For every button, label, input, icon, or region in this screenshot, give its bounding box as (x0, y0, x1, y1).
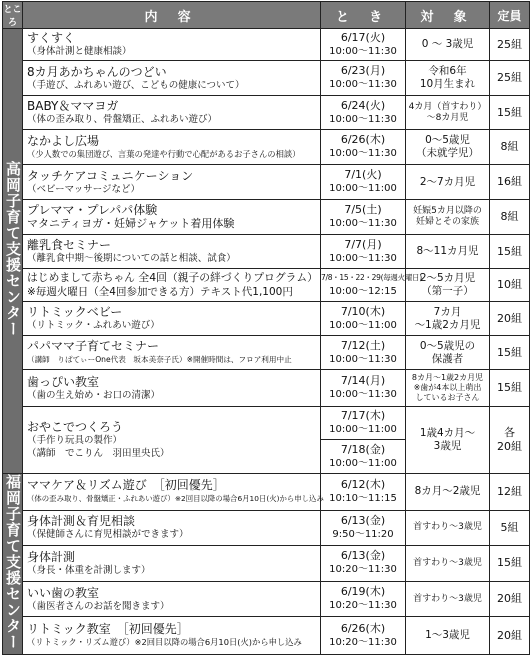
event-title: 歯っぴい教室 (27, 374, 100, 389)
table-row (3, 29, 530, 61)
event-target: 4カ月（首すわり） ～8カ月児 (406, 96, 490, 130)
event-capacity: 15組 (490, 370, 530, 407)
event-title: 離乳食セミナー (27, 238, 112, 252)
header-content: 内 容 (23, 2, 321, 29)
event-date: 7/5(土) (344, 203, 382, 216)
event-target: 7カ月 ～1歳2カ月児 (406, 302, 490, 336)
event-target: 令和6年 10月生まれ (406, 61, 490, 96)
event-time: 10:00～11:30 (329, 113, 397, 125)
event-date: 7/1(火) (344, 168, 382, 181)
event-target: 首すわり～3歳児 (406, 510, 490, 546)
table-row (3, 130, 530, 165)
event-title: リトミックベビー (27, 305, 123, 319)
table-row (3, 617, 530, 655)
event-date: 7/14(月) (340, 374, 386, 387)
table-row (3, 546, 530, 582)
event-date: 6/26(木) (340, 133, 386, 146)
event-time: 10:00～11:30 (329, 389, 397, 400)
event-desc: （離乳食中期～後期についての話と相談、試食） (27, 253, 236, 264)
section-fukuoka: 福岡子育て支援センター (3, 474, 23, 655)
table-row (3, 96, 530, 130)
event-capacity: 15組 (490, 96, 530, 130)
event-time: 10:20～11:30 (329, 600, 397, 612)
table-row (3, 235, 530, 269)
event-desc: （リトミック・ふれあい遊び） (27, 320, 160, 331)
event-time: 10:00～11:00 (329, 457, 397, 469)
event-capacity: 20組 (490, 617, 530, 655)
table-row (3, 302, 530, 336)
event-target: 2～5カ月児 （第一子） (406, 269, 490, 302)
event-date: 7/17(木) (340, 409, 386, 422)
event-time: 10:00～11:00 (329, 183, 397, 194)
event-desc: （身体計測と健康相談） (27, 46, 132, 57)
table-row (3, 269, 530, 302)
event-title: いい歯の教室 (27, 585, 100, 600)
event-capacity: 25組 (490, 61, 530, 96)
event-capacity: 15組 (490, 336, 530, 370)
event-time: 10:00～11:30 (329, 252, 397, 264)
event-date: 6/19(木) (340, 585, 386, 599)
schedule-table (2, 1, 530, 655)
event-target: 1歳4カ月～ 3歳児 (406, 407, 490, 474)
event-capacity: 15組 (490, 546, 530, 582)
event-target: 2～7カ月児 (406, 165, 490, 200)
event-time: 10:00～11:30 (329, 218, 397, 229)
event-title: 身体計測＆育児相談 (27, 514, 136, 529)
table-row (3, 200, 530, 235)
event-capacity: 各 20組 (490, 407, 530, 474)
event-time: 10:00～11:30 (329, 45, 397, 57)
event-target: 0～5歳児の 保護者 (406, 336, 490, 370)
event-time: 10:00～11:30 (329, 79, 397, 90)
event-date: 7/18(金) (340, 442, 386, 456)
event-date: 6/17(火) (340, 30, 386, 44)
event-target: 首すわり～3歳児 (406, 546, 490, 582)
event-desc: ※毎週火曜日（全4回参加できる方）テキスト代1,100円 (27, 286, 293, 298)
event-capacity: 5組 (490, 510, 530, 546)
event-title: パパママ子育てセミナー (27, 339, 160, 353)
event-target: 妊娠5カ月以降の 妊婦とその家族 (406, 200, 490, 235)
event-date: 6/23(月) (340, 64, 386, 77)
table-row (3, 581, 530, 617)
event-date: 6/26(木) (340, 621, 386, 635)
event-date: 7/7(月) (344, 237, 382, 251)
event-date: 6/12(木) (340, 477, 386, 491)
table-row (3, 370, 530, 407)
event-title: 身体計測 (27, 549, 76, 564)
event-date: 7/10(木) (340, 304, 386, 318)
event-desc: （手作り玩具の製作） (27, 435, 123, 446)
event-time: 10:00～11:30 (329, 148, 397, 159)
event-title: BABY＆ママヨガ (27, 99, 119, 113)
event-time: 10:00～11:30 (329, 353, 397, 365)
event-title: おやこでつくろう (27, 420, 124, 434)
event-title: はじめまして赤ちゃん 全4回（親子の絆づくりプログラム） (27, 271, 318, 284)
table-row (3, 165, 530, 200)
event-title: ママケア＆リズム遊び ［初回優先］ (27, 478, 225, 493)
event-capacity: 12組 (490, 474, 530, 511)
event-date: 7/12(土) (340, 338, 386, 352)
event-capacity: 20組 (490, 302, 530, 336)
event-time: 10:00～11:00 (329, 319, 397, 331)
header-target: 対 象 (406, 2, 490, 29)
event-title: 8カ月あかちゃんのつどい (27, 64, 167, 79)
event-desc: （歯の生え始め・お口の清潔） (27, 389, 161, 401)
event-desc: （身長・体重を計測します） (27, 564, 151, 576)
table-row (3, 336, 530, 370)
header-when: と き (321, 2, 406, 29)
event-time: 10:00～12:15 (329, 286, 397, 297)
table-row (3, 474, 530, 511)
event-capacity: 25組 (490, 29, 530, 61)
event-title: リトミック教室 ［初回優先］ (27, 622, 189, 637)
event-title: すくすく (27, 31, 76, 45)
event-instructor: （講師 でこりん 羽田里央氏） (27, 448, 170, 459)
event-date: 6/13(金) (340, 549, 386, 563)
event-desc: （リトミック・リズム遊び）※2回目以降の場合6月10日(火)から申し込み (27, 637, 302, 648)
event-target: 8～11カ月児 (406, 235, 490, 269)
event-target: 0 ～ 3歳児 (406, 29, 490, 61)
event-capacity: 16組 (490, 165, 530, 200)
event-desc: （手遊び、ふれあい遊び、こどもの健康について） (27, 79, 245, 91)
table-row (3, 510, 530, 546)
event-target: 1～3歳児 (406, 617, 490, 655)
table-row (3, 61, 530, 96)
event-target: 8カ月～1歳2カ月児 ※歯が4本以上萌出 しているお子さん (406, 370, 490, 407)
event-desc: （講師 りぱてぃーOne代表 坂本美奈子氏）※開催時間は、フロア利用中止 (27, 355, 292, 364)
event-capacity: 10組 (490, 269, 530, 302)
event-time: 10:20～11:30 (329, 564, 397, 576)
header-place: ところ (3, 2, 23, 29)
event-title: なかよし広場 (27, 133, 100, 148)
header-capacity: 定員 (490, 2, 530, 29)
event-date: 7/8・15・22・29(毎週火曜日) (321, 273, 422, 282)
section-takaoka: 高岡子育て支援センター (3, 29, 23, 474)
event-desc: （体の歪み取り、骨盤矯正、ふれあい遊び） (27, 114, 218, 125)
event-capacity: 20組 (490, 581, 530, 617)
event-target: 0～5歳児 （未就学児） (406, 130, 490, 165)
header-row (3, 2, 530, 29)
event-date: 6/13(金) (340, 513, 386, 527)
event-time: 9:50～11:20 (332, 528, 394, 540)
event-target: 首すわり～3歳児 (406, 581, 490, 617)
event-title: プレママ・プレパパ体験 (27, 203, 158, 217)
event-date: 6/24(火) (340, 98, 386, 112)
event-desc: （保健師さんに育児相談ができます） (27, 529, 189, 541)
event-desc: （歯医者さんのお話を聞きます） (27, 600, 170, 612)
event-capacity: 8組 (490, 200, 530, 235)
event-time: 10:10～11:15 (329, 492, 397, 504)
event-desc: （体の歪み取り、骨盤矯正・ふれあい遊び）※2回目以降の場合6月10日(火)から申し込み (27, 494, 324, 504)
event-desc: （ベビーマッサージなど） (27, 183, 141, 195)
event-target: 8カ月～2歳児 (406, 474, 490, 511)
event-desc: マタニティヨガ・妊婦ジャケット着用体験 (27, 217, 235, 230)
event-time: 10:00～11:00 (329, 424, 397, 435)
event-time: 10:20～11:30 (329, 636, 397, 648)
event-title: タッチケアコミュニケーション (27, 168, 194, 183)
event-desc: （少人数での集団遊び、言葉の発達や行動で心配があるお子さんの相談） (27, 148, 301, 159)
table-row (3, 407, 530, 474)
event-capacity: 15組 (490, 235, 530, 269)
event-capacity: 8組 (490, 130, 530, 165)
